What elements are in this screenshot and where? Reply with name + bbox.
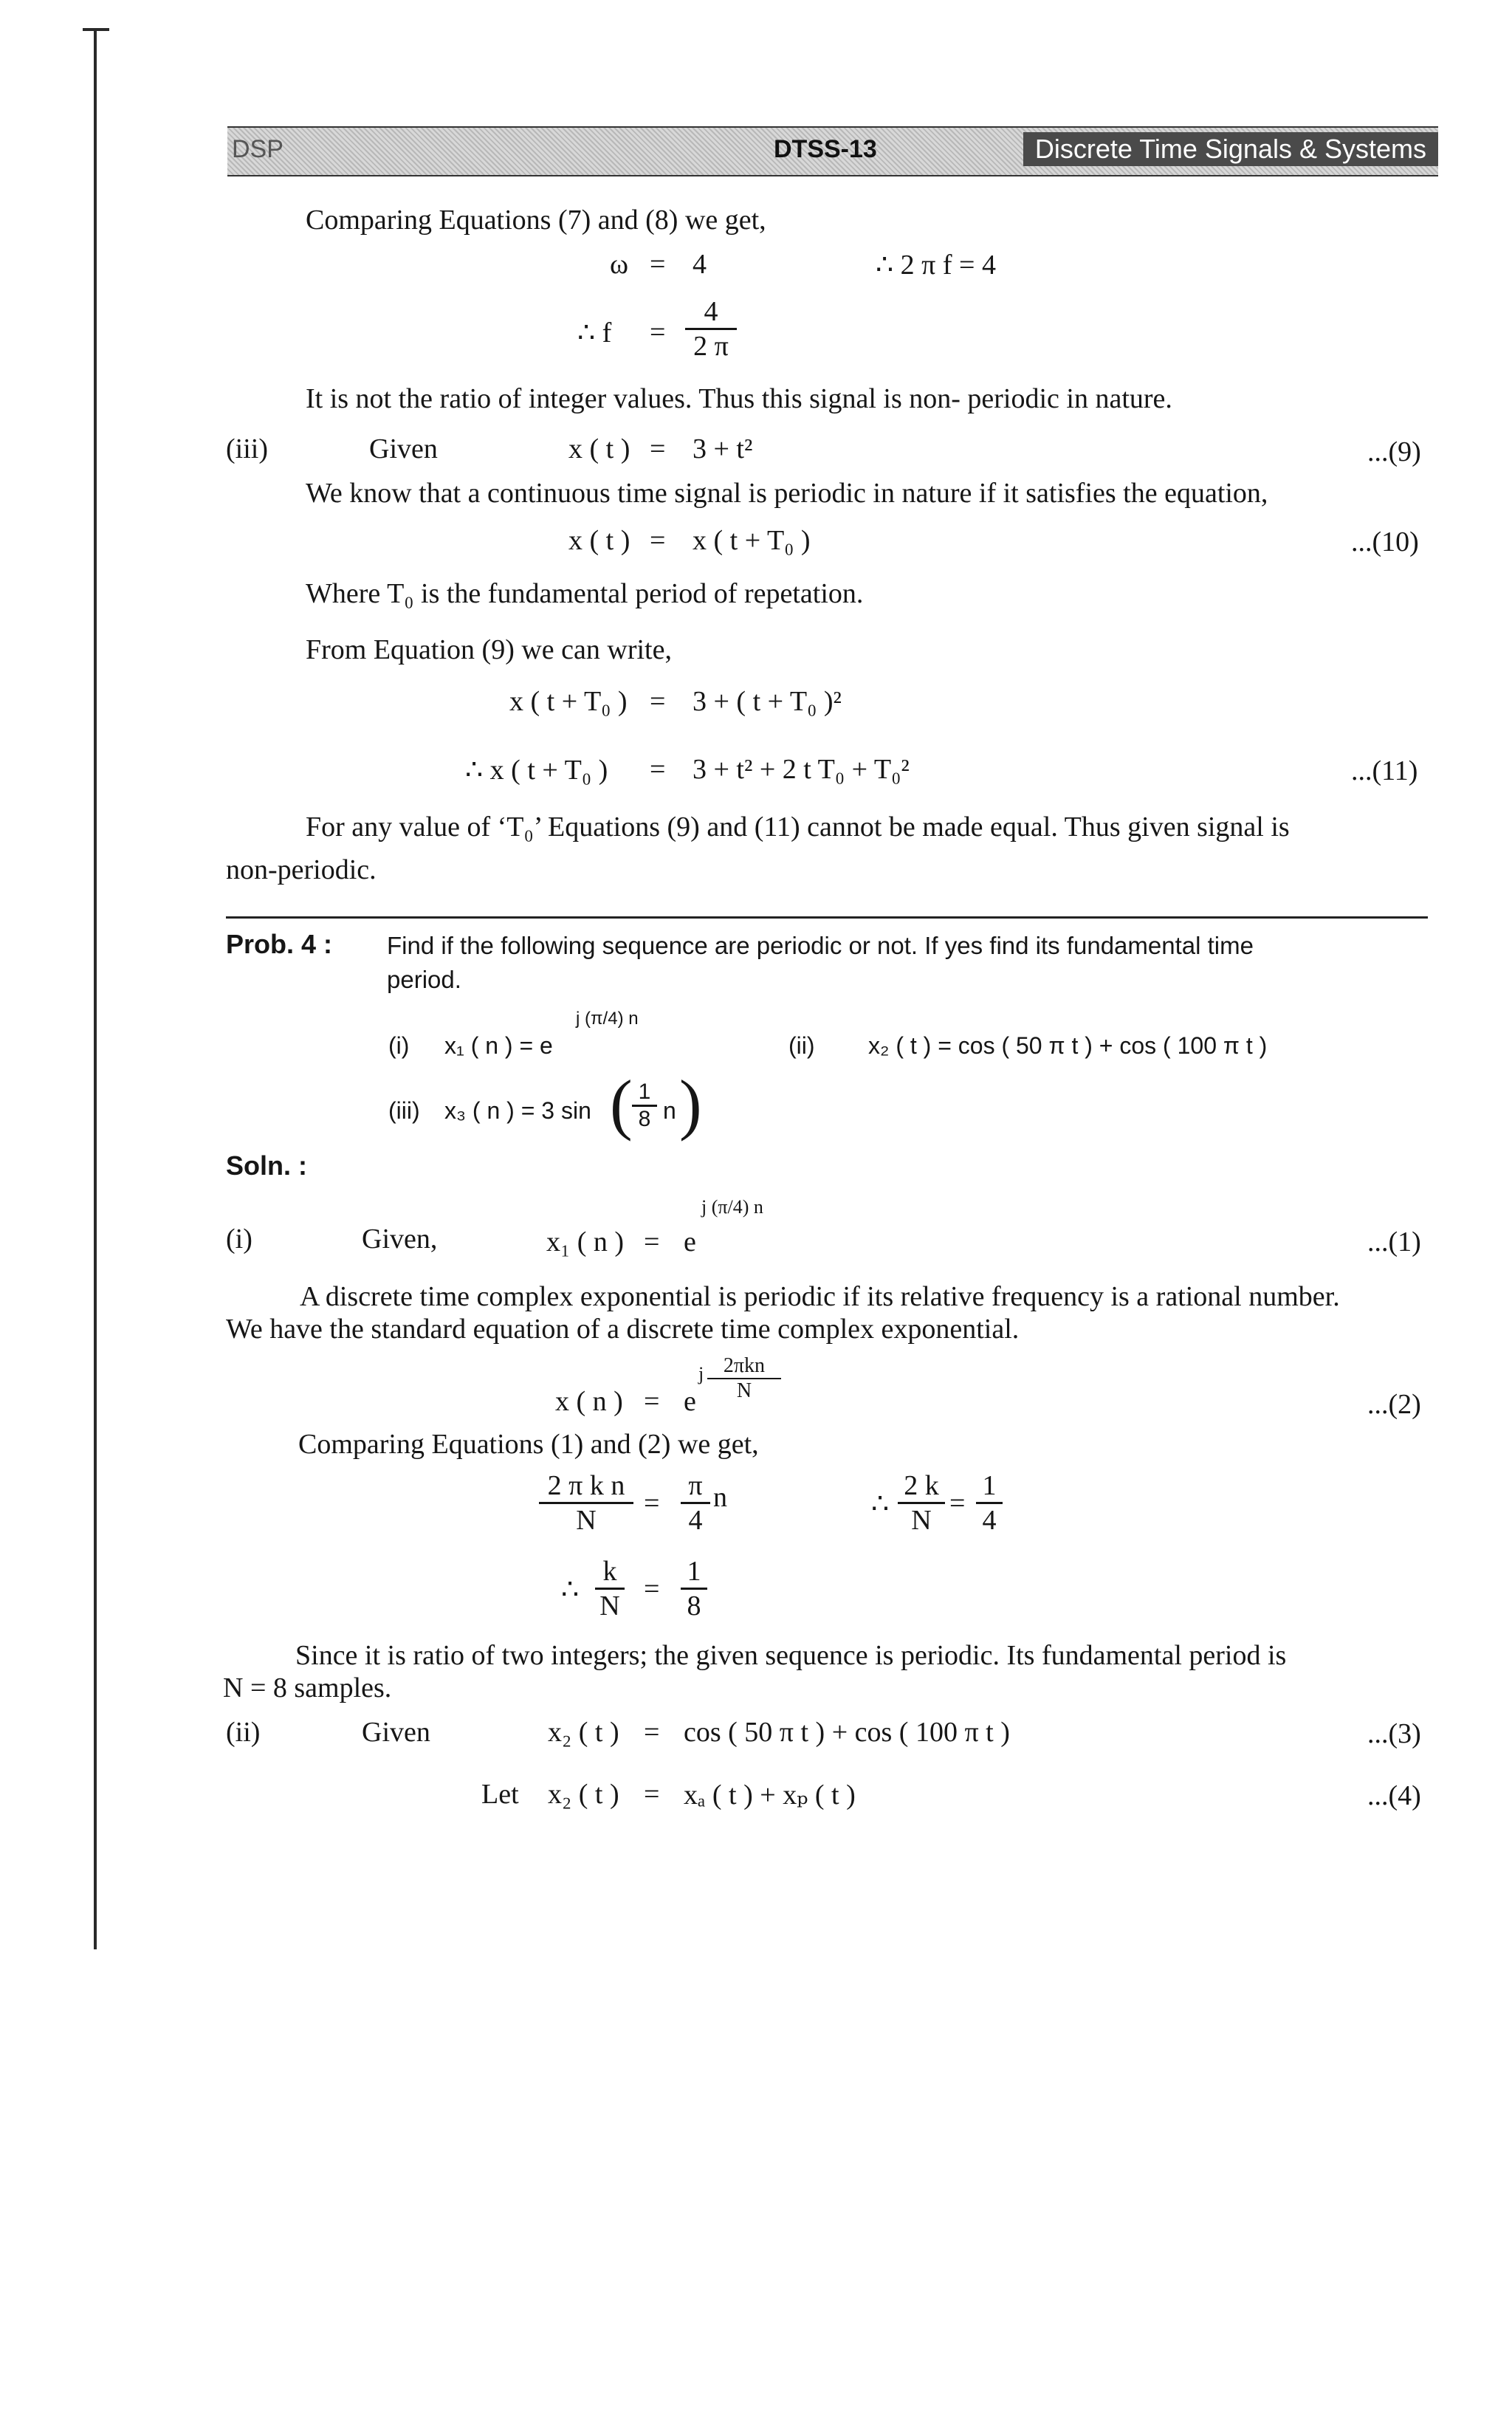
fraction-denominator: 8 <box>687 1590 701 1622</box>
problem-label: Prob. 4 : <box>226 929 333 959</box>
soln-eq2-rhs-base: e <box>684 1386 696 1417</box>
eq-sign: = <box>650 686 666 717</box>
fraction-denominator: 4 <box>982 1505 997 1536</box>
eq-2pif: ∴ 2 π f = 4 <box>876 250 996 281</box>
therefore-symbol: ∴ <box>871 1489 890 1520</box>
text-para-standard: We have the standard equation of a discrete time complex exponential. <box>226 1314 1020 1345</box>
solution-label: Soln. : <box>226 1150 307 1181</box>
soln-eq3-rhs: cos ( 50 π t ) + cos ( 100 π t ) <box>684 1717 1010 1748</box>
soln-eq1-exponent: j (π/4) n <box>701 1196 763 1218</box>
text-para-rational: A discrete time complex exponential is periodic if its relative frequency is a rational number. <box>300 1281 1340 1312</box>
soln-let-label: Let <box>481 1779 519 1810</box>
fraction-denominator: N <box>736 1379 752 1402</box>
problem-statement-line2: period. <box>387 966 461 993</box>
eq-sign: = <box>650 754 666 785</box>
soln-eq1-rhs-base: e <box>684 1226 696 1257</box>
soln-given-ii-label: Given <box>362 1717 430 1748</box>
soln-eq2-exponent-fraction <box>707 1354 781 1403</box>
soln-eq2-lhs: x ( n ) <box>555 1386 623 1417</box>
problem-item-ii-label: (ii) <box>788 1032 815 1059</box>
soln-eq2-exponent-j: j <box>698 1363 704 1384</box>
soln-given-label: Given, <box>362 1224 438 1255</box>
equation-ref-4: ...(4) <box>1367 1780 1421 1811</box>
fraction-2pikn-over-N <box>539 1469 633 1537</box>
text-where-T0: Where T₀ is the fundamental period of repetation. <box>306 578 864 609</box>
fraction-numerator: 2 π k n <box>539 1469 633 1504</box>
fraction-numerator: 1 <box>976 1469 1003 1504</box>
problem-item-iii-label: (iii) <box>388 1097 420 1124</box>
right-paren-icon: ) <box>679 1066 702 1142</box>
expand-lhs: x ( t + T₀ ) <box>509 686 628 717</box>
page-binding-edge <box>94 30 97 1949</box>
eq11-rhs: 3 + t² + 2 t T₀ + T₀² <box>693 754 910 785</box>
problem-item-i-exponent: j (π/4) n <box>576 1009 639 1029</box>
eq10-rhs: x ( t + T₀ ) <box>693 525 811 556</box>
left-paren-icon: ( <box>610 1066 633 1142</box>
text-we-know: We know that a continuous time signal is periodic in nature if it satisfies the equation, <box>306 478 1268 509</box>
eq11-lhs: ∴ x ( t + T₀ ) <box>465 755 608 786</box>
fraction-denominator: 2 π <box>693 331 729 362</box>
eq-f-lhs: ∴ f <box>577 318 612 349</box>
eq9-lhs: x ( t ) <box>568 433 630 464</box>
fraction-1-over-4 <box>976 1469 1003 1537</box>
problem-item-i-lhs: x₁ ( n ) = e <box>444 1032 553 1059</box>
header-page-number: DTSS-13 <box>774 135 877 163</box>
eq-sign: = <box>650 317 666 348</box>
eq9-rhs: 3 + t² <box>693 433 753 464</box>
text-non-periodic: non-periodic. <box>226 854 377 885</box>
fraction-denominator: N <box>911 1505 932 1536</box>
expand-rhs: 3 + ( t + T₀ )² <box>693 686 842 717</box>
soln-part-i-label: (i) <box>226 1224 252 1255</box>
text-not-ratio: It is not the ratio of integer values. Thus this signal is non- periodic in nature. <box>306 383 1172 414</box>
fraction-numerator: 2πkn <box>707 1354 781 1379</box>
fraction-2k-over-N <box>898 1469 945 1537</box>
fraction-numerator: k <box>595 1555 625 1590</box>
soln-eq3-lhs: x₂ ( t ) <box>548 1717 619 1748</box>
fraction-pi-over-4 <box>681 1469 710 1537</box>
part-iii-label: (iii) <box>226 433 268 464</box>
header-left-label: DSP <box>232 135 284 163</box>
fraction-k-over-N <box>595 1555 625 1622</box>
fraction-numerator: 1 <box>632 1080 657 1107</box>
eq-sign: = <box>650 525 666 556</box>
problem-item-iii-fraction <box>632 1080 657 1132</box>
text-fundamental-period: N = 8 samples. <box>223 1672 392 1703</box>
equation-ref-10: ...(10) <box>1351 526 1419 557</box>
eq10-lhs: x ( t ) <box>568 525 630 556</box>
eq-sign: = <box>949 1488 966 1519</box>
equation-ref-9: ...(9) <box>1367 436 1421 467</box>
page-header <box>227 126 1438 176</box>
eq-omega-lhs: ω <box>610 249 629 280</box>
fraction-denominator: 4 <box>688 1505 703 1536</box>
fraction-denominator: N <box>576 1505 597 1536</box>
eq-sign: = <box>644 1488 660 1519</box>
section-divider <box>226 916 1428 919</box>
equation-ref-1: ...(1) <box>1367 1226 1421 1257</box>
equation-ref-11: ...(11) <box>1351 755 1418 786</box>
eq-omega-rhs: 4 <box>693 249 707 280</box>
eq-sign: = <box>650 433 666 464</box>
problem-item-iii-n: n <box>663 1097 676 1124</box>
problem-item-i-label: (i) <box>388 1032 410 1059</box>
fraction-numerator: 4 <box>685 295 737 330</box>
fraction-denominator: 8 <box>638 1107 651 1131</box>
fraction-1-over-8 <box>681 1555 707 1622</box>
eq-sign: = <box>644 1574 660 1605</box>
fraction-denominator: N <box>599 1590 620 1622</box>
fraction-numerator: π <box>681 1469 710 1504</box>
soln-eq4-rhs: xₐ ( t ) + xₚ ( t ) <box>684 1780 856 1811</box>
text-compare-1-2: Comparing Equations (1) and (2) we get, <box>298 1429 759 1460</box>
equation-ref-3: ...(3) <box>1367 1718 1421 1749</box>
eq-sign: = <box>650 249 666 280</box>
soln-part-ii-label: (ii) <box>226 1717 261 1748</box>
problem-item-iii-lhs: x₃ ( n ) = 3 sin <box>444 1097 591 1124</box>
equation-ref-2: ...(2) <box>1367 1389 1421 1420</box>
soln-eq4-lhs: x₂ ( t ) <box>548 1779 619 1810</box>
eq-sign: = <box>644 1779 660 1810</box>
eq-sign: = <box>644 1717 660 1748</box>
eq-sign: = <box>644 1226 660 1257</box>
text-compare-7-8: Comparing Equations (7) and (8) we get, <box>306 205 766 236</box>
eq-sign: = <box>644 1386 660 1417</box>
given-label: Given <box>369 433 438 464</box>
text-from-eq9: From Equation (9) we can write, <box>306 634 672 665</box>
fraction-numerator: 1 <box>681 1555 707 1590</box>
header-chapter-title: Discrete Time Signals & Systems <box>1023 132 1438 166</box>
problem-item-ii-expression: x₂ ( t ) = cos ( 50 π t ) + cos ( 100 π t ) <box>868 1032 1268 1059</box>
text-since-ratio: Since it is ratio of two integers; the given sequence is periodic. Its fundamental period is <box>295 1640 1287 1671</box>
soln-eq1-lhs: x₁ ( n ) <box>546 1226 625 1257</box>
fraction-numerator: 2 k <box>898 1469 945 1504</box>
therefore-symbol: ∴ <box>561 1574 580 1605</box>
page-binding-mark <box>83 28 109 31</box>
text-for-any-value: For any value of ‘T₀’ Equations (9) and (11) cannot be made equal. Thus given signal is <box>306 811 1290 843</box>
fraction-4-over-2pi <box>685 295 737 363</box>
problem-statement-line1: Find if the following sequence are periodic or not. If yes find its fundamental time <box>387 932 1254 959</box>
fraction-n-suffix: n <box>713 1482 727 1513</box>
